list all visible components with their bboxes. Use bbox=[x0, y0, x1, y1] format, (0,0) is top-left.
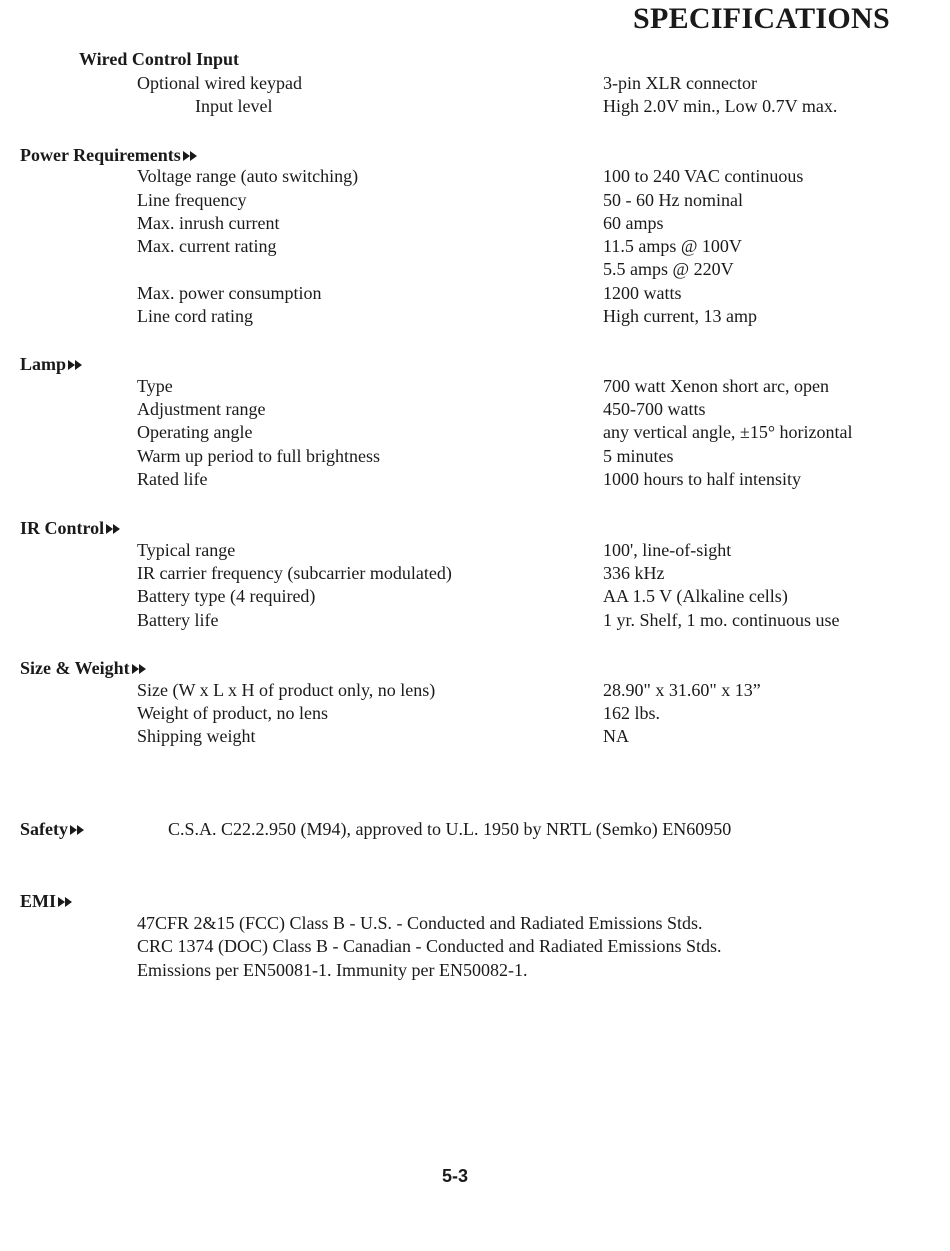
spec-label: IR carrier frequency (subcarrier modulated) bbox=[137, 563, 452, 583]
spec-label: Optional wired keypad bbox=[137, 73, 302, 93]
double-triangle-right-icon bbox=[68, 354, 83, 377]
spec-value: any vertical angle, ±15° horizontal bbox=[603, 422, 853, 442]
section-heading-label: Size & Weight bbox=[20, 658, 130, 678]
spec-label: Max. current rating bbox=[137, 236, 277, 256]
double-triangle-right-icon bbox=[106, 518, 121, 541]
spec-value: 1 yr. Shelf, 1 mo. continuous use bbox=[603, 610, 840, 630]
spec-label: Typical range bbox=[137, 540, 236, 560]
spec-value: 450-700 watts bbox=[603, 399, 706, 419]
spec-label: Weight of product, no lens bbox=[137, 703, 329, 723]
section-heading-wired-control-input: Wired Control Input bbox=[79, 49, 240, 69]
section-heading-label: IR Control bbox=[20, 518, 105, 538]
spec-label: Shipping weight bbox=[137, 726, 256, 746]
section-heading-emi bbox=[20, 890, 73, 914]
page-title: SPECIFICATIONS bbox=[632, 2, 890, 35]
spec-value: 1000 hours to half intensity bbox=[603, 469, 801, 489]
spec-value: 700 watt Xenon short arc, open bbox=[603, 376, 829, 396]
spec-label: Line frequency bbox=[137, 190, 247, 210]
spec-label: Operating angle bbox=[137, 422, 253, 442]
spec-label: Max. power consumption bbox=[137, 283, 322, 303]
spec-label: Input level bbox=[195, 96, 273, 116]
spec-label: Adjustment range bbox=[137, 399, 266, 419]
section-heading-label: Safety bbox=[20, 819, 68, 839]
spec-label: Voltage range (auto switching) bbox=[137, 166, 359, 186]
spec-value: 336 kHz bbox=[603, 563, 665, 583]
spec-value: High 2.0V min., Low 0.7V max. bbox=[603, 96, 838, 116]
section-heading-safety bbox=[20, 818, 85, 842]
section-heading-lamp bbox=[20, 353, 83, 377]
spec-value: 50 - 60 Hz nominal bbox=[603, 190, 743, 210]
spec-value: 3-pin XLR connector bbox=[603, 73, 757, 93]
spec-label: Warm up period to full brightness bbox=[137, 446, 381, 466]
emi-line: 47CFR 2&15 (FCC) Class B - U.S. - Conducted and Radiated Emissions Stds. bbox=[137, 913, 703, 933]
spec-label: Max. inrush current bbox=[137, 213, 280, 233]
emi-line: Emissions per EN50081-1. Immunity per EN50082-1. bbox=[137, 960, 528, 980]
spec-label: Size (W x L x H of product only, no lens) bbox=[137, 680, 436, 700]
spec-label: Line cord rating bbox=[137, 306, 253, 326]
spec-value: 28.90" x 31.60" x 13” bbox=[603, 680, 761, 700]
spec-value: 11.5 amps @ 100V bbox=[603, 236, 742, 256]
emi-line: CRC 1374 (DOC) Class B - Canadian - Conducted and Radiated Emissions Stds. bbox=[137, 936, 722, 956]
spec-label: Battery type (4 required) bbox=[137, 586, 316, 606]
safety-text: C.S.A. C22.2.950 (M94), approved to U.L. 1950 by NRTL (Semko) EN60950 bbox=[168, 819, 732, 839]
spec-value: High current, 13 amp bbox=[603, 306, 757, 326]
section-heading-ir-control bbox=[20, 517, 121, 541]
spec-value: 5.5 amps @ 220V bbox=[603, 259, 734, 279]
spec-value: 5 minutes bbox=[603, 446, 674, 466]
spec-label: Battery life bbox=[137, 610, 219, 630]
spec-value: AA 1.5 V (Alkaline cells) bbox=[603, 586, 788, 606]
double-triangle-right-icon bbox=[70, 819, 85, 842]
section-heading-label: Lamp bbox=[20, 354, 67, 374]
spec-label: Rated life bbox=[137, 469, 208, 489]
double-triangle-right-icon bbox=[132, 658, 147, 681]
spec-value: NA bbox=[603, 726, 629, 746]
spec-value: 1200 watts bbox=[603, 283, 682, 303]
page-number: 5-3 bbox=[441, 1166, 468, 1186]
section-heading-label: Power Requirements bbox=[20, 145, 181, 165]
spec-value: 100', line-of-sight bbox=[603, 540, 732, 560]
section-heading-size-weight bbox=[20, 657, 147, 681]
spec-value: 60 amps bbox=[603, 213, 664, 233]
spec-value: 162 lbs. bbox=[603, 703, 661, 723]
section-heading-label: EMI bbox=[20, 891, 56, 911]
spec-label: Type bbox=[137, 376, 173, 396]
double-triangle-right-icon bbox=[58, 891, 73, 914]
spec-value: 100 to 240 VAC continuous bbox=[603, 166, 804, 186]
